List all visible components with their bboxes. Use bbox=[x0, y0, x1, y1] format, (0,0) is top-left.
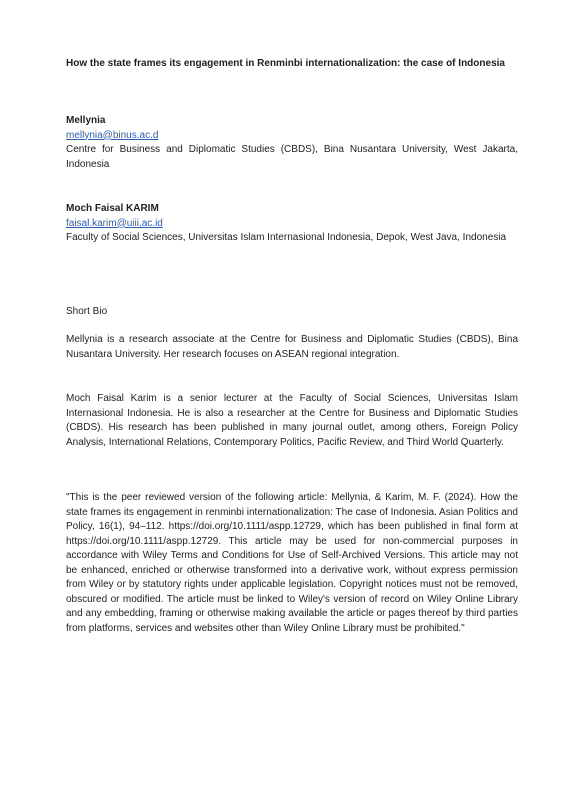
author-email-link[interactable]: faisal.karim@uiii.ac.id bbox=[66, 217, 163, 229]
short-bio-heading: Short Bio bbox=[66, 306, 108, 317]
author-affiliation: Faculty of Social Sciences, Universitas Islam Internasional Indonesia, Depok, West Java, Indonesia bbox=[66, 232, 507, 243]
author-name: Mellynia bbox=[66, 115, 106, 126]
author-block-mellynia bbox=[66, 114, 518, 172]
author-email-link[interactable]: mellynia@binus.ac.d bbox=[66, 129, 159, 141]
author-block-karim bbox=[66, 202, 518, 246]
copyright-notice: "This is the peer reviewed version of the following article: Mellynia, & Karim, M. F. (2024). How the state frames its engagement in renminbi internationalization: The case of Indonesia. Asian Politics and Policy, 16(1), 94–112. https://doi.org/10.1111/aspp.12729, which has been published in final form at https://doi.org/10.1111/aspp.12729. This article may be used for non-commercial purposes in accordance with Wiley Terms and Conditions for Use of Self-Archived Versions. This article may not be enhanced, enriched or otherwise transformed into a derivative work, without express permission from Wiley or by statutory rights under applicable legislation. Copyright notices must not be removed, obscured or modified. The article must be linked to Wiley's version of record on Wiley Online Library and any embedding, framing or otherwise making available the article or pages thereof by third parties from platforms, services and websites other than Wiley Online Library must be prohibited." bbox=[66, 492, 518, 634]
author-name: Moch Faisal KARIM bbox=[66, 203, 159, 214]
document-title: How the state frames its engagement in Renminbi internationalization: the case of Indonesia bbox=[66, 58, 505, 69]
author-affiliation: Centre for Business and Diplomatic Studies (CBDS), Bina Nusantara University, West Jakarta, Indonesia bbox=[66, 144, 518, 170]
bio-paragraph-mellynia: Mellynia is a research associate at the Centre for Business and Diplomatic Studies (CBDS), Bina Nusantara University. Her research focuses on ASEAN regional integration. bbox=[66, 334, 518, 360]
bio-paragraph-karim: Moch Faisal Karim is a senior lecturer at the Faculty of Social Sciences, Universitas Islam Internasional Indonesia. He is also a researcher at the Centre for Business and Diplomatic Studies (CBDS). His research has been published in many journal outlet, among others, Foreign Policy Analysis, International Relations, Contemporary Politics, Pacific Review, and Third World Quarterly. bbox=[66, 393, 518, 448]
